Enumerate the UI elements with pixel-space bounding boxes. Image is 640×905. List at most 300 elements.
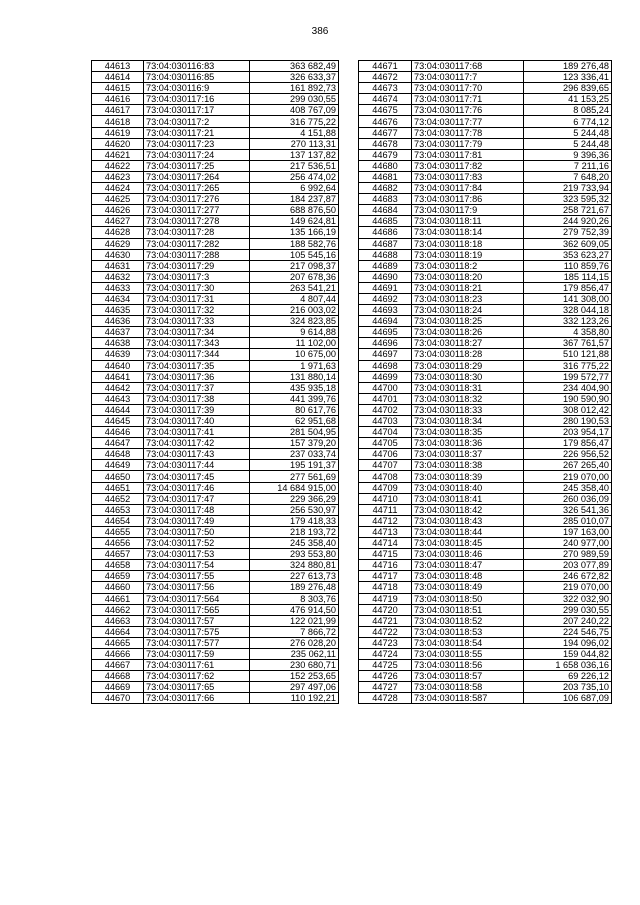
cadastral-number-cell: 73:04:030117:264 (144, 171, 250, 182)
row-number-cell: 44621 (92, 149, 144, 160)
row-number-cell: 44672 (359, 72, 412, 83)
table-row (359, 460, 612, 471)
value-cell: 6 992,64 (250, 183, 339, 194)
value-cell: 316 775,22 (524, 360, 612, 371)
table-row (359, 260, 612, 271)
cadastral-number-cell: 73:04:030117:34 (144, 327, 250, 338)
value-cell: 219 733,94 (524, 183, 612, 194)
value-cell: 476 914,50 (250, 604, 339, 615)
value-cell: 246 672,82 (524, 571, 612, 582)
row-number-cell: 44715 (359, 549, 412, 560)
cadastral-number-cell: 73:04:030118:18 (412, 238, 524, 249)
cadastral-number-cell: 73:04:030118:32 (412, 393, 524, 404)
table-row (359, 471, 612, 482)
table-row (92, 171, 339, 182)
value-cell: 326 541,36 (524, 504, 612, 515)
row-number-cell: 44713 (359, 526, 412, 537)
cadastral-number-cell: 73:04:030117:565 (144, 604, 250, 615)
row-number-cell: 44665 (92, 637, 144, 648)
value-cell: 285 010,07 (524, 515, 612, 526)
table-row (359, 94, 612, 105)
table-row (92, 160, 339, 171)
table-row (359, 493, 612, 504)
table-row (359, 582, 612, 593)
table-row (359, 349, 612, 360)
value-cell: 7 648,20 (524, 171, 612, 182)
value-cell: 224 546,75 (524, 626, 612, 637)
value-cell: 123 336,41 (524, 72, 612, 83)
value-cell: 188 582,76 (250, 238, 339, 249)
row-number-cell: 44638 (92, 338, 144, 349)
row-number-cell: 44696 (359, 338, 412, 349)
cadastral-number-cell: 73:04:030117:17 (144, 105, 250, 116)
table-row (92, 493, 339, 504)
table-row (359, 293, 612, 304)
table-row (92, 626, 339, 637)
table-row (359, 371, 612, 382)
cadastral-number-cell: 73:04:030117:278 (144, 216, 250, 227)
cadastral-number-cell: 73:04:030117:57 (144, 615, 250, 626)
row-number-cell: 44701 (359, 393, 412, 404)
row-number-cell: 44643 (92, 393, 144, 404)
cadastral-number-cell: 73:04:030117:37 (144, 382, 250, 393)
value-cell: 328 044,18 (524, 305, 612, 316)
value-cell: 270 113,31 (250, 138, 339, 149)
row-number-cell: 44663 (92, 615, 144, 626)
value-cell: 229 366,29 (250, 493, 339, 504)
value-cell: 227 613,73 (250, 571, 339, 582)
cadastral-number-cell: 73:04:030117:38 (144, 393, 250, 404)
row-number-cell: 44669 (92, 682, 144, 693)
value-cell: 203 077,89 (524, 560, 612, 571)
row-number-cell: 44700 (359, 382, 412, 393)
cadastral-number-cell: 73:04:030118:50 (412, 593, 524, 604)
row-number-cell: 44614 (92, 72, 144, 83)
row-number-cell: 44628 (92, 227, 144, 238)
table-row (359, 83, 612, 94)
row-number-cell: 44624 (92, 183, 144, 194)
table-row (359, 637, 612, 648)
row-number-cell: 44728 (359, 693, 412, 704)
table-row (359, 693, 612, 704)
table-row (92, 515, 339, 526)
row-number-cell: 44702 (359, 404, 412, 415)
row-number-cell: 44647 (92, 438, 144, 449)
row-number-cell: 44671 (359, 61, 412, 72)
value-cell: 141 308,00 (524, 293, 612, 304)
table-row (92, 404, 339, 415)
table-row (92, 504, 339, 515)
row-number-cell: 44627 (92, 216, 144, 227)
value-cell: 263 541,21 (250, 282, 339, 293)
row-number-cell: 44630 (92, 249, 144, 260)
row-number-cell: 44718 (359, 582, 412, 593)
row-number-cell: 44710 (359, 493, 412, 504)
cadastral-number-cell: 73:04:030118:28 (412, 349, 524, 360)
table-row (92, 671, 339, 682)
table-row (359, 305, 612, 316)
cadastral-number-cell: 73:04:030117:32 (144, 305, 250, 316)
row-number-cell: 44683 (359, 194, 412, 205)
cadastral-number-cell: 73:04:030117:50 (144, 526, 250, 537)
row-number-cell: 44644 (92, 404, 144, 415)
cadastral-number-cell: 73:04:030118:52 (412, 615, 524, 626)
value-cell: 122 021,99 (250, 615, 339, 626)
table-row (92, 382, 339, 393)
value-cell: 240 977,00 (524, 538, 612, 549)
table-row (92, 526, 339, 537)
table-row (92, 538, 339, 549)
cadastral-number-cell: 73:04:030118:41 (412, 493, 524, 504)
cadastral-number-cell: 73:04:030118:23 (412, 293, 524, 304)
value-cell: 152 253,65 (250, 671, 339, 682)
value-cell: 6 774,12 (524, 116, 612, 127)
row-number-cell: 44678 (359, 138, 412, 149)
row-number-cell: 44698 (359, 360, 412, 371)
value-cell: 258 721,67 (524, 205, 612, 216)
cadastral-number-cell: 73:04:030117:25 (144, 160, 250, 171)
row-number-cell: 44721 (359, 615, 412, 626)
value-cell: 69 226,12 (524, 671, 612, 682)
cadastral-number-cell: 73:04:030117:59 (144, 648, 250, 659)
cadastral-number-cell: 73:04:030118:55 (412, 648, 524, 659)
value-cell: 11 102,00 (250, 338, 339, 349)
row-number-cell: 44704 (359, 427, 412, 438)
table-row (92, 460, 339, 471)
row-number-cell: 44613 (92, 61, 144, 72)
value-cell: 237 033,74 (250, 449, 339, 460)
row-number-cell: 44662 (92, 604, 144, 615)
table-row (92, 105, 339, 116)
table-row (359, 660, 612, 671)
cadastral-number-cell: 73:04:030117:86 (412, 194, 524, 205)
cadastral-number-cell: 73:04:030117:35 (144, 360, 250, 371)
table-row (92, 637, 339, 648)
cadastral-number-cell: 73:04:030117:46 (144, 482, 250, 493)
cadastral-number-cell: 73:04:030118:33 (412, 404, 524, 415)
value-cell: 179 856,47 (524, 282, 612, 293)
value-cell: 326 633,37 (250, 72, 339, 83)
table-row (92, 549, 339, 560)
row-number-cell: 44712 (359, 515, 412, 526)
row-number-cell: 44689 (359, 260, 412, 271)
cadastral-number-cell: 73:04:030117:2 (144, 116, 250, 127)
value-cell: 137 137,82 (250, 149, 339, 160)
cadastral-number-cell: 73:04:030117:61 (144, 660, 250, 671)
cadastral-number-cell: 73:04:030118:46 (412, 549, 524, 560)
value-cell: 7 211,16 (524, 160, 612, 171)
row-number-cell: 44716 (359, 560, 412, 571)
value-cell: 217 536,51 (250, 160, 339, 171)
table-row (92, 94, 339, 105)
table-row (359, 449, 612, 460)
value-cell: 219 070,00 (524, 471, 612, 482)
value-cell: 161 892,73 (250, 83, 339, 94)
cadastral-number-cell: 73:04:030117:7 (412, 72, 524, 83)
cadastral-number-cell: 73:04:030117:41 (144, 427, 250, 438)
row-number-cell: 44652 (92, 493, 144, 504)
row-number-cell: 44656 (92, 538, 144, 549)
row-number-cell: 44637 (92, 327, 144, 338)
cadastral-number-cell: 73:04:030116:85 (144, 72, 250, 83)
table-row (359, 571, 612, 582)
row-number-cell: 44632 (92, 271, 144, 282)
row-number-cell: 44677 (359, 127, 412, 138)
value-cell: 131 880,14 (250, 371, 339, 382)
row-number-cell: 44658 (92, 560, 144, 571)
value-cell: 185 114,15 (524, 271, 612, 282)
value-cell: 190 590,90 (524, 393, 612, 404)
cadastral-number-cell: 73:04:030117:48 (144, 504, 250, 515)
value-cell: 62 951,68 (250, 416, 339, 427)
value-cell: 194 096,02 (524, 637, 612, 648)
value-cell: 256 530,97 (250, 504, 339, 515)
row-number-cell: 44641 (92, 371, 144, 382)
cadastral-number-cell: 73:04:030117:343 (144, 338, 250, 349)
table-row (92, 116, 339, 127)
cadastral-number-cell: 73:04:030117:76 (412, 105, 524, 116)
row-number-cell: 44642 (92, 382, 144, 393)
value-cell: 267 265,40 (524, 460, 612, 471)
value-cell: 110 859,76 (524, 260, 612, 271)
table-row (359, 227, 612, 238)
row-number-cell: 44674 (359, 94, 412, 105)
table-row (92, 183, 339, 194)
row-number-cell: 44623 (92, 171, 144, 182)
value-cell: 5 244,48 (524, 138, 612, 149)
cadastral-number-cell: 73:04:030118:11 (412, 216, 524, 227)
row-number-cell: 44705 (359, 438, 412, 449)
cadastral-number-cell: 73:04:030117:54 (144, 560, 250, 571)
row-number-cell: 44681 (359, 171, 412, 182)
cadastral-number-cell: 73:04:030118:42 (412, 504, 524, 515)
table-row (92, 571, 339, 582)
row-number-cell: 44668 (92, 671, 144, 682)
table-row (359, 105, 612, 116)
value-cell: 184 237,87 (250, 194, 339, 205)
row-number-cell: 44626 (92, 205, 144, 216)
cadastral-number-cell: 73:04:030118:36 (412, 438, 524, 449)
value-cell: 277 561,69 (250, 471, 339, 482)
table-row (359, 538, 612, 549)
value-cell: 105 545,16 (250, 249, 339, 260)
cadastral-number-cell: 73:04:030118:2 (412, 260, 524, 271)
registry-table-left (91, 60, 339, 704)
value-cell: 14 684 915,00 (250, 482, 339, 493)
value-cell: 218 193,72 (250, 526, 339, 537)
value-cell: 244 920,26 (524, 216, 612, 227)
cadastral-number-cell: 73:04:030117:36 (144, 371, 250, 382)
value-cell: 4 807,44 (250, 293, 339, 304)
row-number-cell: 44659 (92, 571, 144, 582)
table-row (92, 682, 339, 693)
cadastral-number-cell: 73:04:030117:65 (144, 682, 250, 693)
value-cell: 276 028,20 (250, 637, 339, 648)
value-cell: 256 474,02 (250, 171, 339, 182)
table-row (92, 593, 339, 604)
value-cell: 362 609,05 (524, 238, 612, 249)
cadastral-number-cell: 73:04:030118:39 (412, 471, 524, 482)
table-row (92, 194, 339, 205)
value-cell: 80 617,76 (250, 404, 339, 415)
cadastral-number-cell: 73:04:030118:35 (412, 427, 524, 438)
table-row (359, 271, 612, 282)
row-number-cell: 44691 (359, 282, 412, 293)
cadastral-number-cell: 73:04:030117:82 (412, 160, 524, 171)
table-row (359, 72, 612, 83)
table-row (359, 604, 612, 615)
row-number-cell: 44679 (359, 149, 412, 160)
value-cell: 9 396,36 (524, 149, 612, 160)
cadastral-number-cell: 73:04:030118:14 (412, 227, 524, 238)
value-cell: 308 012,42 (524, 404, 612, 415)
cadastral-number-cell: 73:04:030118:53 (412, 626, 524, 637)
row-number-cell: 44664 (92, 626, 144, 637)
table-row (359, 526, 612, 537)
value-cell: 270 989,59 (524, 549, 612, 560)
cadastral-number-cell: 73:04:030117:23 (144, 138, 250, 149)
row-number-cell: 44619 (92, 127, 144, 138)
table-row (92, 338, 339, 349)
cadastral-number-cell: 73:04:030117:344 (144, 349, 250, 360)
table-row (92, 693, 339, 704)
value-cell: 297 497,06 (250, 682, 339, 693)
row-number-cell: 44690 (359, 271, 412, 282)
value-cell: 159 044,82 (524, 648, 612, 659)
row-number-cell: 44670 (92, 693, 144, 704)
cadastral-number-cell: 73:04:030118:19 (412, 249, 524, 260)
row-number-cell: 44714 (359, 538, 412, 549)
cadastral-number-cell: 73:04:030118:29 (412, 360, 524, 371)
cadastral-number-cell: 73:04:030117:40 (144, 416, 250, 427)
table-row (359, 593, 612, 604)
value-cell: 8 303,76 (250, 593, 339, 604)
table-row (92, 227, 339, 238)
row-number-cell: 44651 (92, 482, 144, 493)
cadastral-number-cell: 73:04:030117:16 (144, 94, 250, 105)
value-cell: 280 190,53 (524, 416, 612, 427)
value-cell: 245 358,40 (250, 538, 339, 549)
table-row (359, 615, 612, 626)
row-number-cell: 44719 (359, 593, 412, 604)
table-row (92, 471, 339, 482)
value-cell: 189 276,48 (524, 61, 612, 72)
cadastral-number-cell: 73:04:030116:9 (144, 83, 250, 94)
table-row (359, 482, 612, 493)
table-row (359, 138, 612, 149)
value-cell: 203 954,17 (524, 427, 612, 438)
value-cell: 435 935,18 (250, 382, 339, 393)
row-number-cell: 44620 (92, 138, 144, 149)
table-row (359, 682, 612, 693)
row-number-cell: 44688 (359, 249, 412, 260)
row-number-cell: 44617 (92, 105, 144, 116)
cadastral-number-cell: 73:04:030118:37 (412, 449, 524, 460)
cadastral-number-cell: 73:04:030118:44 (412, 526, 524, 537)
cadastral-number-cell: 73:04:030117:575 (144, 626, 250, 637)
row-number-cell: 44686 (359, 227, 412, 238)
table-row (92, 216, 339, 227)
value-cell: 332 123,26 (524, 316, 612, 327)
row-number-cell: 44631 (92, 260, 144, 271)
value-cell: 207 678,36 (250, 271, 339, 282)
row-number-cell: 44648 (92, 449, 144, 460)
value-cell: 299 030,55 (524, 604, 612, 615)
value-cell: 8 085,24 (524, 105, 612, 116)
cadastral-number-cell: 73:04:030118:30 (412, 371, 524, 382)
cadastral-number-cell: 73:04:030118:34 (412, 416, 524, 427)
table-row (359, 116, 612, 127)
row-number-cell: 44634 (92, 293, 144, 304)
table-row (92, 327, 339, 338)
row-number-cell: 44661 (92, 593, 144, 604)
row-number-cell: 44723 (359, 637, 412, 648)
row-number-cell: 44640 (92, 360, 144, 371)
value-cell: 296 839,65 (524, 83, 612, 94)
table-row (92, 149, 339, 160)
table-row (359, 438, 612, 449)
table-row (92, 416, 339, 427)
cadastral-number-cell: 73:04:030117:39 (144, 404, 250, 415)
row-number-cell: 44699 (359, 371, 412, 382)
row-number-cell: 44622 (92, 160, 144, 171)
cadastral-number-cell: 73:04:030117:30 (144, 282, 250, 293)
table-row (359, 171, 612, 182)
row-number-cell: 44725 (359, 660, 412, 671)
value-cell: 110 192,21 (250, 693, 339, 704)
table-row (92, 83, 339, 94)
row-number-cell: 44654 (92, 515, 144, 526)
cadastral-number-cell: 73:04:030117:3 (144, 271, 250, 282)
table-row (92, 349, 339, 360)
value-cell: 9 614,88 (250, 327, 339, 338)
value-cell: 322 032,90 (524, 593, 612, 604)
cadastral-number-cell: 73:04:030117:78 (412, 127, 524, 138)
cadastral-number-cell: 73:04:030117:70 (412, 83, 524, 94)
table-row (92, 449, 339, 460)
value-cell: 195 191,37 (250, 460, 339, 471)
cadastral-number-cell: 73:04:030118:51 (412, 604, 524, 615)
cadastral-number-cell: 73:04:030117:31 (144, 293, 250, 304)
table-row (92, 438, 339, 449)
value-cell: 179 856,47 (524, 438, 612, 449)
row-number-cell: 44684 (359, 205, 412, 216)
value-cell: 4 151,88 (250, 127, 339, 138)
table-row (92, 305, 339, 316)
row-number-cell: 44708 (359, 471, 412, 482)
value-cell: 5 244,48 (524, 127, 612, 138)
value-cell: 230 680,71 (250, 660, 339, 671)
row-number-cell: 44694 (359, 316, 412, 327)
value-cell: 1 971,63 (250, 360, 339, 371)
row-number-cell: 44650 (92, 471, 144, 482)
table-row (92, 316, 339, 327)
table-row (359, 671, 612, 682)
table-row (359, 427, 612, 438)
page-number: 386 (311, 26, 329, 37)
row-number-cell: 44629 (92, 238, 144, 249)
cadastral-number-cell: 73:04:030117:56 (144, 582, 250, 593)
row-number-cell: 44667 (92, 660, 144, 671)
value-cell: 7 866,72 (250, 626, 339, 637)
table-row (359, 160, 612, 171)
row-number-cell: 44724 (359, 648, 412, 659)
table-row (359, 327, 612, 338)
table-row (359, 382, 612, 393)
cadastral-number-cell: 73:04:030118:26 (412, 327, 524, 338)
row-number-cell: 44706 (359, 449, 412, 460)
value-cell: 135 166,19 (250, 227, 339, 238)
